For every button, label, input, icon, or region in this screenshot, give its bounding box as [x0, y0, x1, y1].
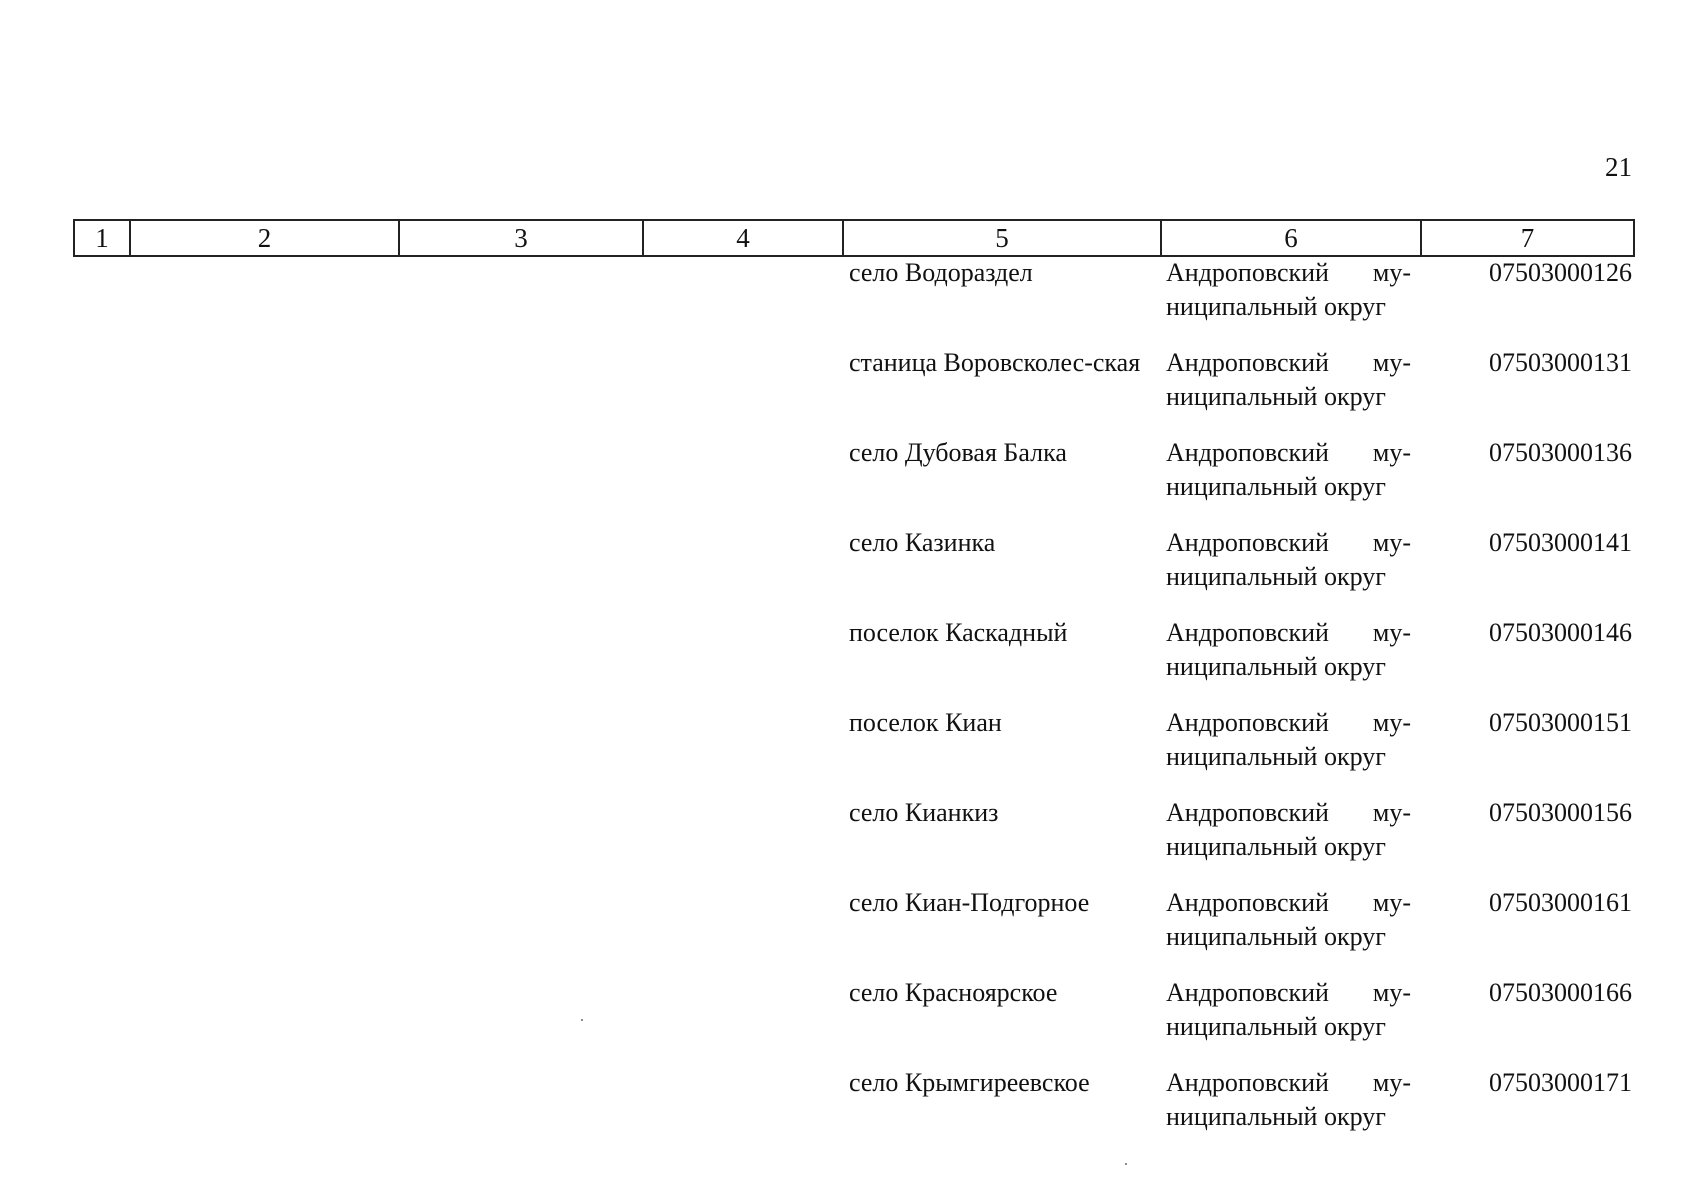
- municipal-district: [1166, 616, 1411, 684]
- header-col-7: 7: [1421, 220, 1634, 256]
- district-line-2: ниципальный округ: [1166, 922, 1386, 951]
- table-row: [845, 796, 1635, 886]
- header-col-5: 5: [843, 220, 1161, 256]
- oktmo-code: 07503000126: [1489, 258, 1632, 287]
- district-word: Андроповский: [1166, 978, 1329, 1007]
- oktmo-code: 07503000161: [1489, 888, 1632, 917]
- settlement-name: село Крымгиреевское: [849, 1068, 1090, 1097]
- settlement-name: село Дубовая Балка: [849, 438, 1067, 467]
- district-hyphen-part: му-: [1372, 258, 1411, 287]
- district-word: Андроповский: [1166, 348, 1329, 377]
- district-line-2: ниципальный округ: [1166, 562, 1386, 591]
- district-word: Андроповский: [1166, 528, 1329, 557]
- municipal-district: [1166, 796, 1411, 864]
- municipal-district: [1166, 436, 1411, 504]
- district-word: Андроповский: [1166, 258, 1329, 287]
- municipal-district: [1166, 976, 1411, 1044]
- district-hyphen-part: му-: [1372, 798, 1411, 827]
- municipal-district: [1166, 886, 1411, 954]
- oktmo-code: 07503000136: [1489, 438, 1632, 467]
- settlement-name: село Красноярское: [849, 978, 1058, 1007]
- header-col-2: 2: [130, 220, 399, 256]
- table-row: [845, 526, 1635, 616]
- municipal-district: [1166, 256, 1411, 324]
- table-row: [845, 346, 1635, 436]
- settlement-name: поселок Каскадный: [849, 618, 1068, 647]
- table-row: [845, 436, 1635, 526]
- municipal-district: [1166, 1066, 1411, 1134]
- oktmo-code: 07503000131: [1489, 348, 1632, 377]
- district-word: Андроповский: [1166, 1068, 1329, 1097]
- settlement-name: село Киан-Подгорное: [849, 888, 1090, 917]
- header-col-4: 4: [643, 220, 843, 256]
- municipal-district: [1166, 526, 1411, 594]
- district-line-2: ниципальный округ: [1166, 742, 1386, 771]
- table-row: [845, 706, 1635, 796]
- municipal-district: [1166, 346, 1411, 414]
- oktmo-code: 07503000166: [1489, 978, 1632, 1007]
- scan-speck: [581, 1019, 583, 1021]
- table-row: [845, 1066, 1635, 1156]
- oktmo-code: 07503000141: [1489, 528, 1632, 557]
- district-line-2: ниципальный округ: [1166, 1012, 1386, 1041]
- district-hyphen-part: му-: [1372, 618, 1411, 647]
- column-number-header: [73, 219, 1635, 257]
- oktmo-code: 07503000151: [1489, 708, 1632, 737]
- settlement-list: [845, 256, 1635, 1156]
- settlement-name: поселок Киан: [849, 708, 1002, 737]
- scan-speck: [1125, 1163, 1127, 1165]
- district-hyphen-part: му-: [1372, 888, 1411, 917]
- oktmo-code: 07503000146: [1489, 618, 1632, 647]
- district-word: Андроповский: [1166, 888, 1329, 917]
- page-number: 21: [1605, 152, 1632, 182]
- district-hyphen-part: му-: [1372, 978, 1411, 1007]
- district-hyphen-part: му-: [1372, 348, 1411, 377]
- settlement-name: станица Воровсколес-ская: [849, 348, 1141, 377]
- oktmo-code: 07503000171: [1489, 1068, 1632, 1097]
- district-line-2: ниципальный округ: [1166, 292, 1386, 321]
- district-word: Андроповский: [1166, 798, 1329, 827]
- district-line-2: ниципальный округ: [1166, 472, 1386, 501]
- district-hyphen-part: му-: [1372, 528, 1411, 557]
- district-line-2: ниципальный округ: [1166, 832, 1386, 861]
- settlement-name: село Водораздел: [849, 258, 1033, 287]
- settlement-name: село Казинка: [849, 528, 996, 557]
- district-word: Андроповский: [1166, 708, 1329, 737]
- district-word: Андроповский: [1166, 438, 1329, 467]
- district-line-2: ниципальный округ: [1166, 652, 1386, 681]
- district-hyphen-part: му-: [1372, 438, 1411, 467]
- municipal-district: [1166, 706, 1411, 774]
- table-row: [845, 616, 1635, 706]
- district-line-2: ниципальный округ: [1166, 382, 1386, 411]
- district-hyphen-part: му-: [1372, 1068, 1411, 1097]
- header-col-3: 3: [399, 220, 643, 256]
- header-col-6: 6: [1161, 220, 1421, 256]
- table-row: [845, 976, 1635, 1066]
- district-hyphen-part: му-: [1372, 708, 1411, 737]
- district-line-2: ниципальный округ: [1166, 1102, 1386, 1131]
- district-word: Андроповский: [1166, 618, 1329, 647]
- table-row: [845, 886, 1635, 976]
- header-col-1: 1: [74, 220, 130, 256]
- table-row: [845, 256, 1635, 346]
- settlement-name: село Кианкиз: [849, 798, 999, 827]
- oktmo-code: 07503000156: [1489, 798, 1632, 827]
